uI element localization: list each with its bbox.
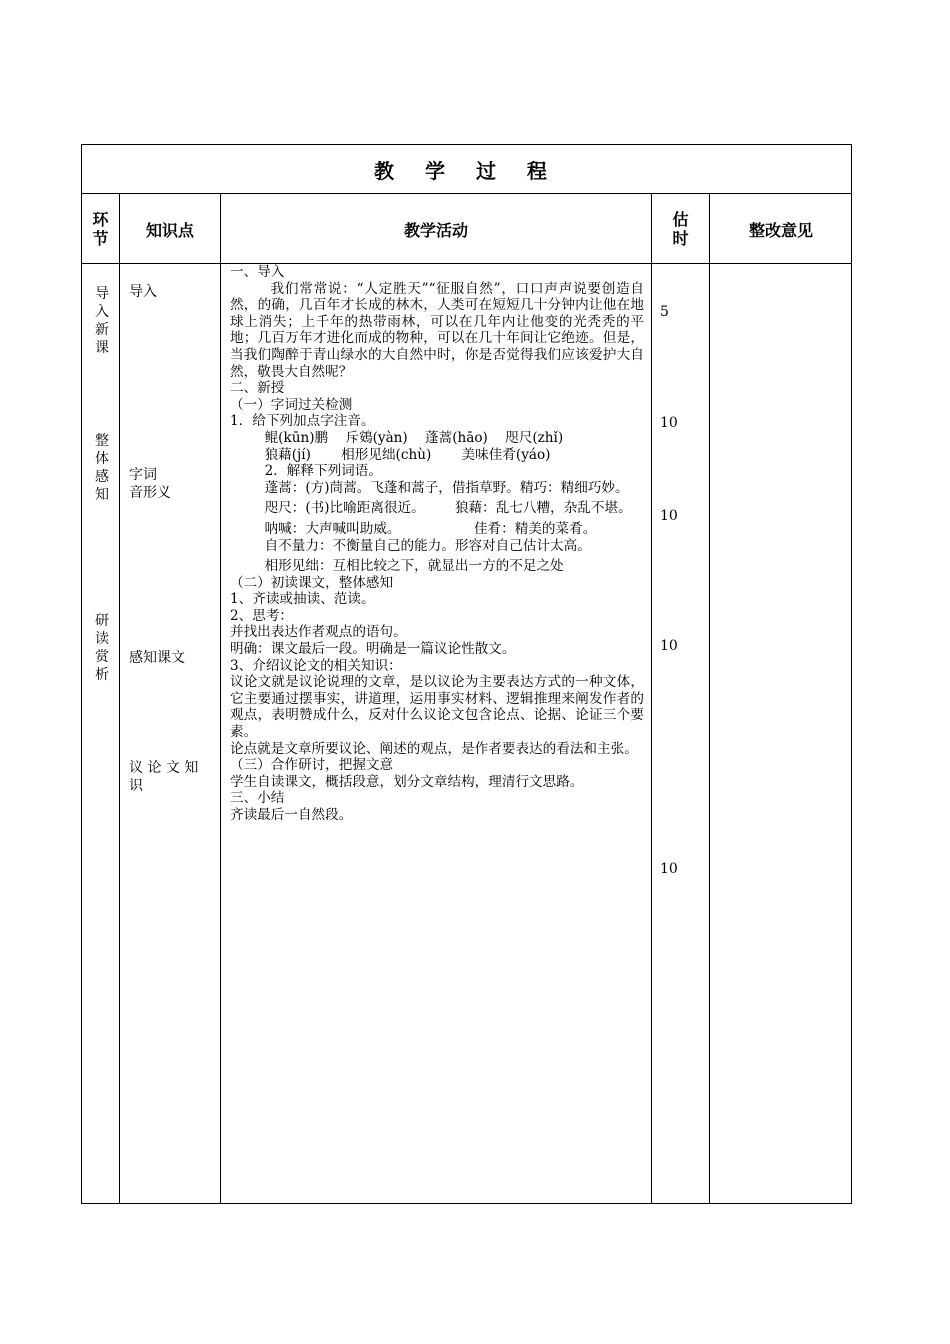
- activity-line: （三）合作研讨，把握文意: [230, 757, 394, 774]
- activity-line: （二）初读课文，整体感知: [230, 574, 394, 591]
- stage-intro: [91, 285, 113, 357]
- activity-paragraph: 蓬蒿：(方)茼蒿。飞蓬和蒿子，借指草野。精巧：精细巧妙。: [230, 479, 629, 496]
- stage-char: 析: [95, 667, 109, 683]
- header-revision: 整改意见: [748, 220, 813, 240]
- stage-char: 读: [95, 631, 109, 647]
- activity-line: 二、新授: [230, 380, 285, 397]
- activity-paragraph: 议论文就是议论说理的文章，是以议论为主要表达方式的一种文体，它主要通过摆事实，讲道理，运用事实材料、逻辑推理来阐发作者的观点，表明赞成什么，反对什么议论文包含论点、论据、论证三个要素。: [230, 674, 644, 741]
- activity-line: 齐读最后一自然段。: [230, 807, 353, 823]
- teaching-process-table: [81, 144, 852, 1204]
- activity-line: 1、齐读或抽读、范读。: [230, 591, 375, 608]
- knowledge-line: 识: [129, 778, 143, 794]
- activity-line: 三、小结: [230, 790, 285, 807]
- stage-char: 感: [95, 469, 109, 485]
- column-divider-estimate: [709, 193, 710, 1203]
- column-divider-activity: [651, 193, 652, 1203]
- activity-line: 2、思考：: [230, 607, 294, 624]
- header-knowledge: 知识点: [145, 220, 194, 240]
- estimate-value: 10: [660, 415, 678, 431]
- activity-line: 3、介绍议论文的相关知识：: [230, 657, 402, 674]
- estimate-value: 10: [660, 508, 678, 524]
- activity-line: 1．给下列加点字注音。: [230, 413, 375, 430]
- activity-line: 相形见绌：互相比较之下，就显出一方的不足之处: [230, 558, 564, 575]
- activity-line: 明确：课文最后一段。明确是一篇议论性散文。: [230, 641, 516, 658]
- stage-char: 研: [95, 613, 109, 629]
- activity-line: 2．解释下列词语。: [230, 463, 382, 480]
- estimate-value: 10: [660, 638, 678, 654]
- header-stage: [82, 194, 119, 264]
- header-estimate-char: 估: [672, 210, 689, 229]
- activity-paragraph: 自不量力：不衡量自己的能力。形容对自己估计太高。: [230, 537, 591, 554]
- table-title: 教 学 过 程: [374, 158, 559, 183]
- stage-char: 新: [95, 322, 109, 338]
- activity-line: 一、导入: [230, 264, 285, 280]
- header-activity: 教学活动: [403, 220, 468, 240]
- activity-paragraph: 咫尺：(书)比喻距离很近。 狼藉：乱七八糟，杂乱不堪。: [230, 500, 632, 517]
- knowledge-argumentative: [129, 759, 215, 795]
- column-divider-knowledge: [220, 193, 221, 1203]
- activity-line: 狼藉(jí) 相形见绌(chù) 美味佳肴(yáo): [230, 446, 551, 463]
- stage-char: 知: [95, 487, 109, 503]
- knowledge-line: 议 论 文 知: [129, 760, 199, 776]
- activity-line: （一）字词过关检测: [230, 396, 353, 413]
- column-divider-stage: [119, 193, 120, 1203]
- activity-line: 呐喊：大声喊叫助威。 佳肴：精美的菜肴。: [230, 520, 597, 537]
- stage-study-appreciation: [91, 612, 113, 684]
- stage-char: 整: [95, 433, 109, 449]
- knowledge-line: 字词: [129, 467, 157, 483]
- estimate-value: 5: [660, 304, 669, 320]
- stage-char: 课: [95, 340, 109, 356]
- stage-char: 导: [95, 286, 109, 302]
- header-estimate-char: 时: [672, 229, 689, 248]
- teaching-activity: [230, 264, 644, 824]
- knowledge-perceive-text: 感知课文: [129, 650, 185, 666]
- stage-char: 赏: [95, 649, 109, 665]
- stage-char: 入: [95, 304, 109, 320]
- activity-paragraph: 论点就是文章所要议论、阐述的观点，是作者要表达的看法和主张。: [230, 740, 638, 757]
- estimate-value: 10: [660, 861, 678, 877]
- header-stage-char: 环: [92, 210, 109, 229]
- knowledge-intro: 导入: [129, 284, 157, 300]
- activity-paragraph: 我们常常说：“人定胜天”“征服自然”，口口声声说要创造自然，的确，几百年才长成的林木，人类可在短短几十分钟内让他在地球上消失；上千年的热带雨林，可以在几年内让他变的光秃秃的平地；几百万年才进化而成的物种，可以在几十年间让它绝迹。但是，当我们陶醉于青山绿水的大自然中时，你是否觉得我们应该爱护大自然，敬畏大自然呢？: [230, 280, 644, 380]
- activity-line: 并找出表达作者观点的语句。: [230, 624, 407, 641]
- activity-line: 学生自读课文，概括段意，划分文章结构，理清行文思路。: [230, 773, 584, 790]
- stage-overall-perception: [91, 432, 113, 504]
- header-estimate: [652, 194, 709, 264]
- knowledge-line: 音形义: [129, 485, 171, 501]
- knowledge-vocab: [129, 466, 171, 502]
- stage-char: 体: [95, 451, 109, 467]
- activity-line: 鲲(kūn)鹏 斥鴳(yàn) 蓬蒿(hāo) 咫尺(zhǐ): [230, 429, 564, 446]
- header-stage-char: 节: [92, 229, 109, 248]
